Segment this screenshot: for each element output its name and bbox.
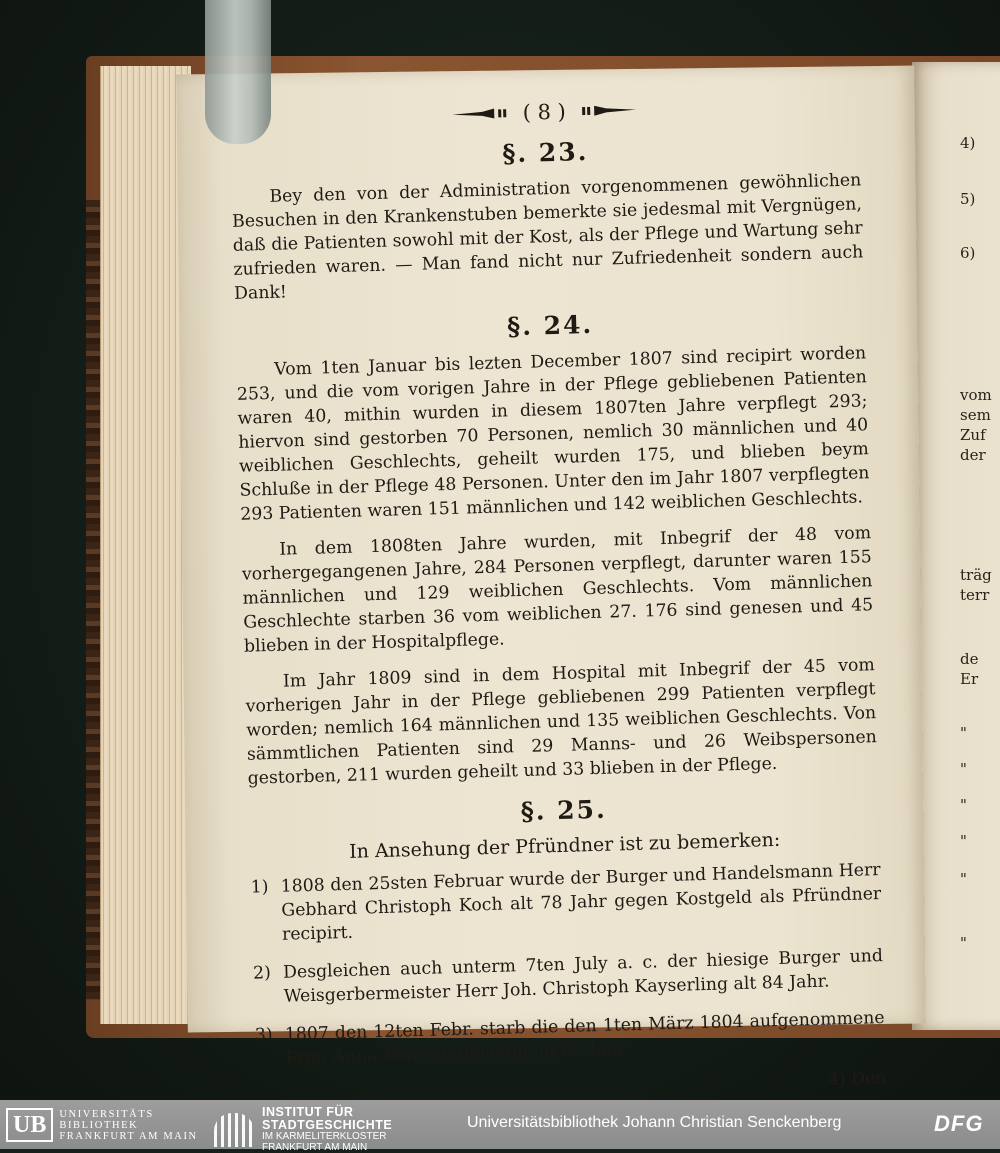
item-number: 2) — [253, 961, 284, 1010]
paragraph: In dem 1808ten Jahre wurden, mit Inbegrif der 48 vom vorhergegangenen Jahre, 284 Personen verpflegt, darunter waren 155 männlichen und 129 weiblichen Geschlechts. Vom männlichen Geschlechte starben 36 vom weiblichen 27. 176 sind genesen und 45 blieben in der Hospitalpflege. — [241, 521, 874, 659]
ub-line: UNIVERSITÄTS — [59, 1109, 197, 1120]
institut-line: STADTGESCHICHTE — [262, 1118, 392, 1132]
right-page — [912, 62, 1000, 1030]
institut-line: IM KARMELITERKLOSTER — [262, 1132, 392, 1143]
fragment: Er — [960, 670, 978, 688]
fragment: sem — [960, 406, 991, 424]
fragment: 4) — [960, 134, 975, 152]
section-title: §. 23. — [230, 129, 861, 176]
fragment: der — [960, 446, 986, 464]
item-text: Desgleichen auch unterm 7ten July a. c. der hiesige Burger und Weisgerbermeister Herr Joh. Christoph Kayserling alt 84 Jahr. — [283, 944, 884, 1009]
ub-line: BIBLIOTHEK — [59, 1120, 197, 1131]
fragment: 6) — [960, 244, 975, 262]
institut-logo[interactable] — [214, 1107, 392, 1153]
institut-columns-icon — [214, 1113, 254, 1147]
list-item — [253, 944, 884, 1010]
ub-line: FRANKFURT AM MAIN — [59, 1131, 197, 1142]
footer-title[interactable]: Universitätsbibliothek Johann Christian Senckenberg — [467, 1114, 841, 1132]
item-number: 1) — [250, 875, 282, 948]
item-number: 3) — [255, 1023, 286, 1072]
fragment: " — [960, 760, 967, 778]
institut-line: INSTITUT FÜR — [262, 1105, 353, 1119]
fragment: 5) — [960, 190, 975, 208]
section-25 — [248, 787, 886, 1100]
paragraph: Im Jahr 1809 sind in dem Hospital mit Inbegrif der 45 vom vorherigen Jahr in der Pflege gebliebenen 299 Patienten verpflegt worden; nemlich 164 männlichen und 135 weiblichen Geschlechts. Von sämmtlichen Patienten sind 29 Manns- und 26 Weibspersonen gestorben, 211 wurden geheilt und 33 blieben in der Pflege. — [245, 653, 878, 791]
fragment: " — [960, 724, 967, 742]
section-title: §. 24. — [235, 302, 866, 349]
fragment: " — [960, 796, 967, 814]
ub-mark: UB — [6, 1108, 53, 1142]
section-24 — [235, 302, 878, 790]
fragment: de — [960, 650, 978, 668]
page-number: ( 8 ) — [522, 100, 566, 125]
item-text: 1808 den 25sten Februar wurde der Burger und Handelsmann Herr Gebhard Christoph Koch alt 78 Jahr gegen Kostgeld als Pfründner recipirt. — [280, 858, 882, 947]
paragraph: Vom 1ten Januar bis lezten December 1807 sind recipirt worden 253, und die vom vorigen Jahre in der Pflege gebliebenen Patienten waren 40, mithin wurden in diesem 1807ten Jahre verpflegt 293; hiervon sind gestorben 70 Personen, nemlich 30 männlichen und 40 weiblichen Geschlechts, geheilt wurden 175, und blieben beym Schluße in der Pflege 48 Personen. Unter den im Jahr 1807 verpflegten 293 Patienten waren 151 männlichen und 142 weiblichen Geschlechts. — [236, 341, 870, 527]
footer-bar — [0, 1100, 1000, 1149]
fragment: " — [960, 934, 967, 952]
left-ornament-icon — [453, 108, 509, 120]
list-item — [250, 858, 882, 948]
page-text — [229, 91, 887, 1100]
book-spine-edge — [86, 200, 100, 1000]
institut-text — [262, 1107, 392, 1153]
ub-logo[interactable] — [6, 1108, 198, 1142]
fragment: " — [960, 832, 967, 850]
paragraph: Bey den von der Administration vorgenommenen gewöhnlichen Besuchen in den Krankenstuben bemerkte sie jedesmal mit Vergnügen, daß die Patienten sowohl mit der Kost, als der Pflege und Wartung sehr zufrieden waren. — Man fand nicht nur Zufriedenheit sondern auch Dank! — [231, 168, 864, 306]
list-item — [255, 1006, 886, 1072]
item-text: 1807 den 12ten Febr. starb die den 1ten März 1804 aufgenommene Frau Anna Maria Jagemann alt 87 Jahr. — [285, 1006, 886, 1071]
dfg-logo[interactable]: DFG — [934, 1111, 983, 1137]
fragment: terr — [960, 586, 989, 604]
section-title: §. 25. — [248, 787, 879, 834]
section-23 — [230, 129, 864, 306]
ub-text — [59, 1109, 197, 1142]
catchword: 4) Den — [256, 1068, 886, 1100]
right-ornament-icon — [580, 105, 636, 117]
fragment: träg — [960, 566, 992, 584]
fragment: Zuf — [960, 426, 986, 444]
fragment: " — [960, 870, 967, 888]
institut-line: FRANKFURT AM MAIN — [262, 1143, 392, 1153]
fragment: vom — [960, 386, 992, 404]
section-subheading: In Ansehung der Pfründner ist zu bemerken: — [250, 826, 880, 866]
